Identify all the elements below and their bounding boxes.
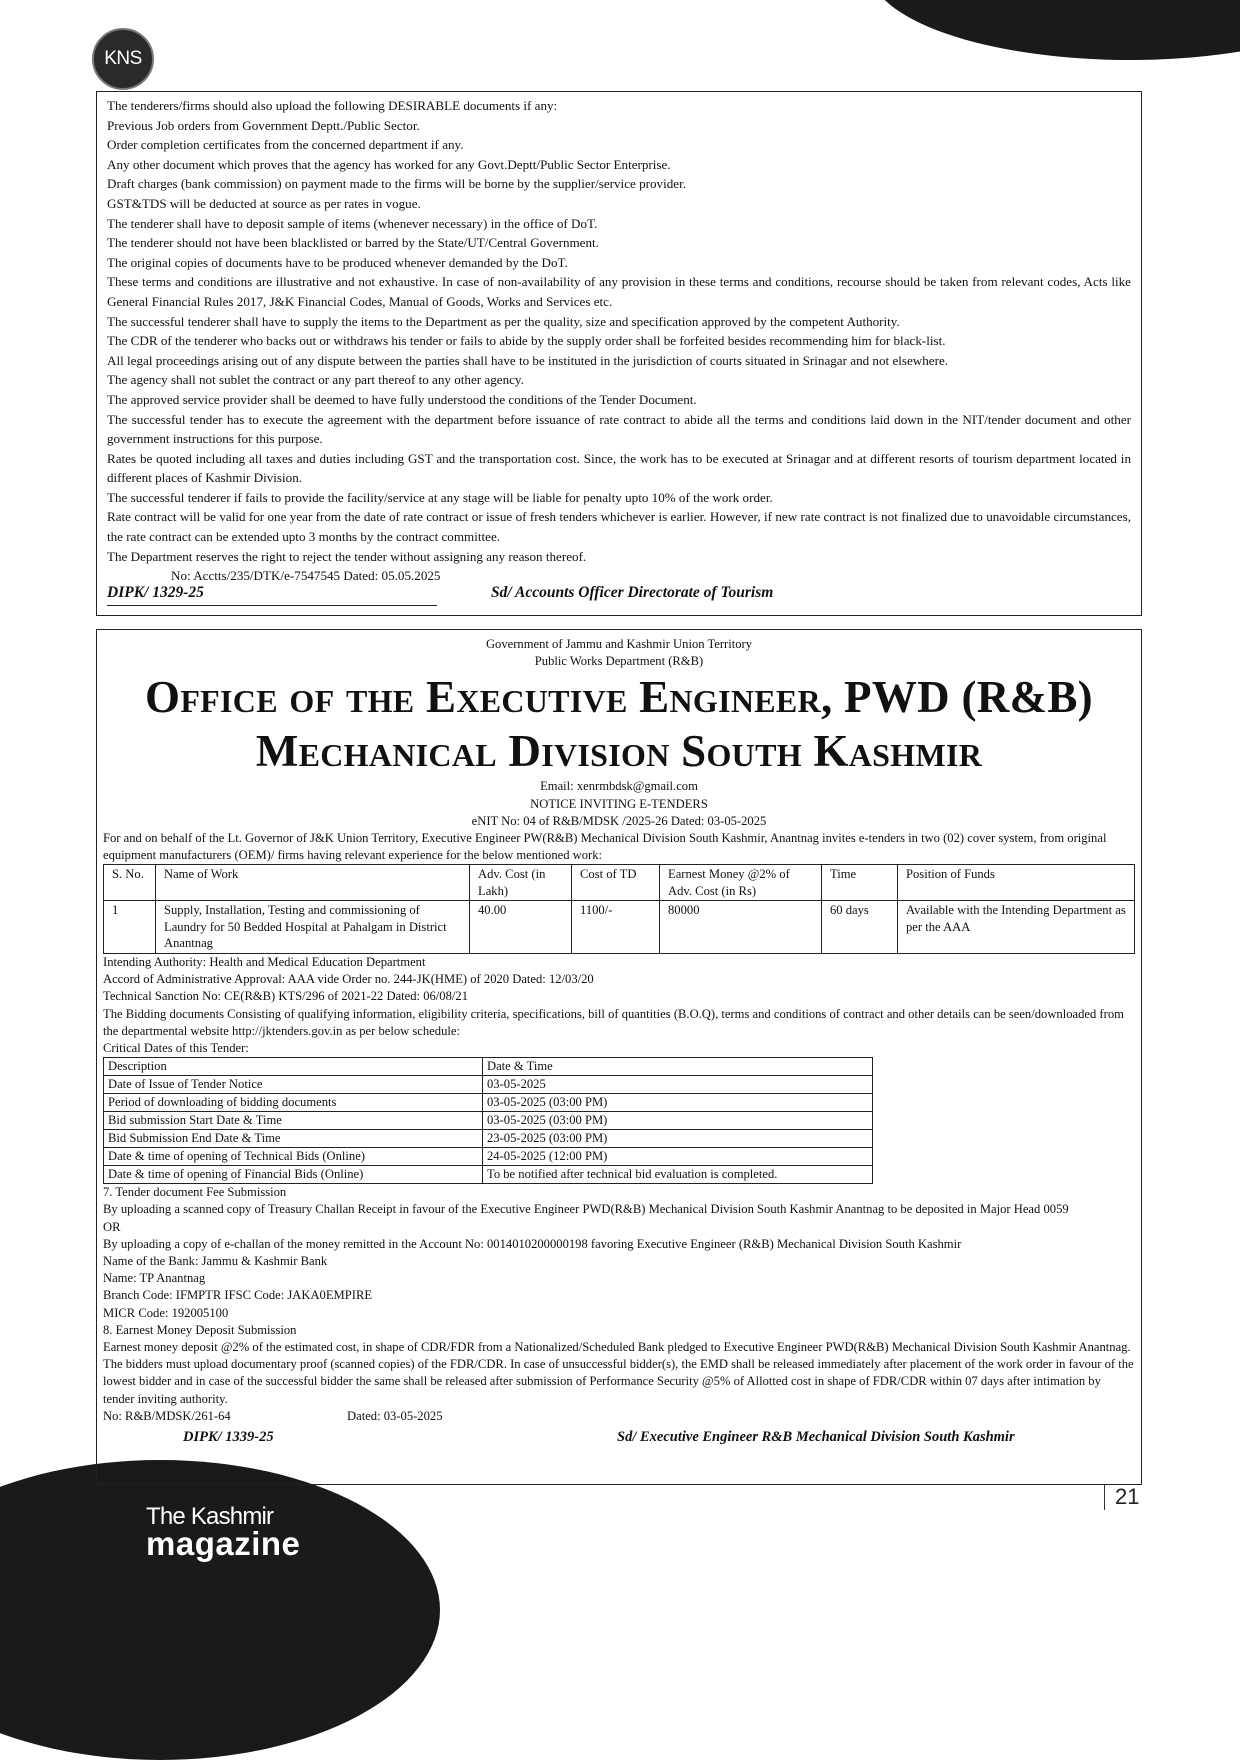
notice-line: The tenderer shall have to deposit sample of items (whenever necessary) in the office of DoT. (107, 215, 598, 231)
gov-line-1: Government of Jammu and Kashmir Union Territory (485, 637, 753, 651)
notice-line: Any other document which proves that the agency has worked for any Govt.Deptt/Public Sector Enterprise. (107, 156, 671, 172)
table-header-row (104, 865, 1135, 901)
pwd-notice-box (96, 629, 1142, 1485)
page-number: 21 (1104, 1484, 1139, 1510)
magazine-logo-line-2: magazine (146, 1525, 301, 1562)
notice-line: Draft charges (bank commission) on payment made to the firms will be borne by the supplier/service provider. (107, 176, 687, 192)
table-cell: 80000 (660, 901, 822, 954)
detail-line: The Bidding documents Consisting of qualifying information, eligibility criteria, specifications, bill of quantities (B.O.Q), terms and conditions of contract and other details can be seen/downloaded from the departmental website http://jktenders.gov.in as per below schedule: (103, 1006, 1124, 1038)
notice-line: The approved service provider shall be deemed to have fully understood the conditions of the Tender Document. (107, 391, 697, 407)
corner-decoration-top (870, 0, 1240, 60)
pwd-ref-row (103, 1408, 1135, 1425)
notice-line: The successful tender has to execute the agreement with the department before issuance of rate contract to abide all the terms and conditions laid down in the NIT/tender document and other government instructions for this purpose. (107, 411, 1131, 447)
table-header-cell: Cost of TD (572, 865, 660, 901)
table-header-cell: S. No. (104, 865, 156, 901)
table-header-cell: Time (822, 865, 898, 901)
notice-line: The agency shall not sublet the contract or any part thereof to any other agency. (107, 372, 524, 388)
notice-line: The tenderers/firms should also upload the following DESIRABLE documents if any: (107, 98, 558, 113)
table-row (104, 901, 1135, 954)
table-row (104, 1148, 873, 1166)
notice-line: The successful tenderer shall have to supply the items to the Department as per the quality, size and specification approved by the competent Authority. (107, 313, 900, 329)
magazine-logo-line-1: The Kashmir (146, 1503, 274, 1530)
table-header-cell: Earnest Money @2% of Adv. Cost (in Rs) (660, 865, 822, 901)
table-row (104, 1130, 873, 1148)
table-cell: 24-05-2025 (12:00 PM) (483, 1148, 873, 1166)
tourism-notice-ref: No: Acctts/235/DTK/e-7547545 Dated: 05.05.2025 (171, 568, 441, 584)
fee-line: By uploading a copy of e-challan of the money remitted in the Account No: 0014010200000198 favoring Executive Engineer (R&B) Mechanical Division South Kashmir (103, 1236, 962, 1251)
detail-line: Critical Dates of this Tender: (103, 1040, 249, 1055)
tourism-signatory: Sd/ Accounts Officer Directorate of Tourism (491, 584, 774, 601)
notice-line: The CDR of the tenderer who backs out or withdraws his tender or fails to abide by the supply order shall be forfeited besides recommending him for black-list. (107, 333, 946, 349)
table-row (104, 1112, 873, 1130)
notice-heading: NOTICE INVITING E-TENDERS (530, 796, 708, 811)
fee-line: Earnest money deposit @2% of the estimated cost, in shape of CDR/FDR from a Nationalized/Scheduled Bank pledged to Executive Engineer PWD(R&B) Mechanical Division South Kashmir Anantnag. The bidders must upload documentary proof (scanned copies) of the FDR/CDR. In case of unsuccessful bidder(s), the EMD shall be released immediately after placement of the work order in favour of the lowest bidder and in case of the successful bidder the same shall be released after submission of Performance Security @5% of Allotted cost in shape of FDR/CDR within 07 days after intimation by tender inviting authority. (103, 1339, 1134, 1406)
pwd-signatory: Sd/ Executive Engineer R&B Mechanical Division South Kashmir (617, 1428, 1015, 1445)
notice-line: The original copies of documents have to be produced whenever demanded by the DoT. (107, 254, 568, 270)
tourism-dipk-number: DIPK/ 1329-25 (107, 583, 437, 606)
notice-line: Order completion certificates from the concerned department if any. (107, 137, 464, 153)
detail-line: Technical Sanction No: CE(R&B) KTS/296 of 2021-22 Dated: 06/08/21 (103, 989, 468, 1004)
tourism-notice-box (96, 91, 1142, 616)
pwd-dipk-number: DIPK/ 1339-25 (183, 1428, 274, 1445)
fee-line: OR (103, 1219, 121, 1234)
table-row (104, 1094, 873, 1112)
office-email: Email: xenrmbdsk@gmail.com (540, 779, 698, 794)
table-cell: 1100/- (572, 901, 660, 954)
notice-line: Previous Job orders from Government Deptt./Public Sector. (107, 117, 420, 133)
pwd-signature-row (103, 1427, 1135, 1449)
table-cell: 23-05-2025 (03:00 PM) (483, 1130, 873, 1148)
detail-line: Accord of Administrative Approval: AAA vide Order no. 244-JK(HME) of 2020 Dated: 12/03/20 (103, 972, 594, 987)
fee-line: 8. Earnest Money Deposit Submission (103, 1322, 297, 1337)
table-cell: Date of Issue of Tender Notice (104, 1076, 483, 1094)
gov-line-2: Public Works Department (R&B) (534, 654, 704, 669)
work-table (103, 864, 1135, 954)
table-cell: 03-05-2025 (03:00 PM) (483, 1094, 873, 1112)
tender-details (103, 954, 1135, 1057)
table-cell: 60 days (822, 901, 898, 954)
table-cell: 40.00 (470, 901, 572, 954)
fee-line: Name of the Bank: Jammu & Kashmir Bank (103, 1253, 328, 1268)
kns-logo: KNS (92, 28, 154, 90)
table-row (104, 1076, 873, 1094)
notice-intro: For and on behalf of the Lt. Governor of J&K Union Territory, Executive Engineer PW(R&B) Mechanical Division South Kashmir, Anantnag invites e-tenders in two (02) cover system, from original equipment manufacturers (OEM)/ firms having relevant experience for the below mentioned work: (103, 831, 1107, 863)
fee-and-emd-details (103, 1184, 1135, 1408)
table-cell: Date & time of opening of Financial Bids (Online) (104, 1166, 483, 1184)
tourism-notice-lines (107, 96, 1131, 566)
table-header-cell: Description (104, 1058, 483, 1076)
fee-line: Branch Code: IFMPTR IFSC Code: JAKA0EMPIRE (103, 1288, 373, 1303)
table-cell: Period of downloading of bidding documents (104, 1094, 483, 1112)
table-cell: Available with the Intending Department as per the AAA (898, 901, 1135, 954)
notice-line: Rates be quoted including all taxes and duties including GST and the transportation cost. Since, the work has to be executed at Srinagar and at different resorts of tourism department located in different places of Kashmir Division. (107, 450, 1131, 486)
kashmir-magazine-logo (146, 1503, 301, 1562)
table-cell: 1 (104, 901, 156, 954)
pwd-ref-date: Dated: 03-05-2025 (347, 1408, 443, 1423)
fee-line: MICR Code: 192005100 (103, 1305, 229, 1320)
notice-line: The tenderer should not have been blacklisted or barred by the State/UT/Central Government. (107, 235, 599, 251)
table-header-cell: Date & Time (483, 1058, 873, 1076)
notice-line: These terms and conditions are illustrative and not exhaustive. In case of non-availability of any provision in these terms and conditions, recourse should be taken from relevant codes, Acts like General Financial Rules 2017, J&K Financial Codes, Manual of Goods, Works and Services etc. (107, 274, 1131, 309)
notice-line: Rate contract will be valid for one year from the date of rate contract or issue of fresh tenders whichever is earlier. However, if new rate contract is not finalized due to unavoidable circumstances, the rate contract can be extended upto 3 months by the contract committee. (107, 509, 1131, 545)
table-cell: 03-05-2025 (03:00 PM) (483, 1112, 873, 1130)
table-header-row (104, 1058, 873, 1076)
table-cell: To be notified after technical bid evaluation is completed. (483, 1166, 873, 1184)
critical-dates-table (103, 1057, 873, 1184)
table-header-cell: Name of Work (156, 865, 470, 901)
notice-line: The Department reserves the right to reject the tender without assigning any reason thereof. (107, 548, 587, 564)
table-cell: Supply, Installation, Testing and commissioning of Laundry for 50 Bedded Hospital at Pahalgam in District Anantnag (156, 901, 470, 954)
fee-line: By uploading a scanned copy of Treasury Challan Receipt in favour of the Executive Engineer PWD(R&B) Mechanical Division South Kashmir Anantnag to be deposited in Major Head 0059 (103, 1202, 1069, 1217)
table-cell: Bid submission Start Date & Time (104, 1112, 483, 1130)
notice-line: All legal proceedings arising out of any dispute between the parties shall have to be instituted in the jurisdiction of courts situated in Srinagar and not elsewhere. (107, 352, 949, 368)
pwd-ref-number: No: R&B/MDSK/261-64 (103, 1408, 231, 1423)
enit-number: eNIT No: 04 of R&B/MDSK /2025-26 Dated: 03-05-2025 (471, 813, 767, 828)
table-row (104, 1166, 873, 1184)
notice-line: GST&TDS will be deducted at source as per rates in vogue. (107, 195, 421, 211)
fee-line: Name: TP Anantnag (103, 1271, 206, 1286)
tourism-notice-signature-row (107, 583, 1131, 607)
fee-line: 7. Tender document Fee Submission (103, 1185, 287, 1200)
office-title-line-1: Office of the Executive Engineer, PWD (R&B) (145, 672, 1093, 723)
table-header-cell: Position of Funds (898, 865, 1135, 901)
table-cell: Bid Submission End Date & Time (104, 1130, 483, 1148)
detail-line: Intending Authority: Health and Medical Education Department (103, 954, 426, 969)
table-cell: Date & time of opening of Technical Bids (Online) (104, 1148, 483, 1166)
table-header-cell: Adv. Cost (in Lakh) (470, 865, 572, 901)
table-cell: 03-05-2025 (483, 1076, 873, 1094)
office-title-line-2: Mechanical Division South Kashmir (255, 726, 983, 777)
notice-line: The successful tenderer if fails to provide the facility/service at any stage will be liable for penalty upto 10% of the work order. (107, 489, 773, 505)
